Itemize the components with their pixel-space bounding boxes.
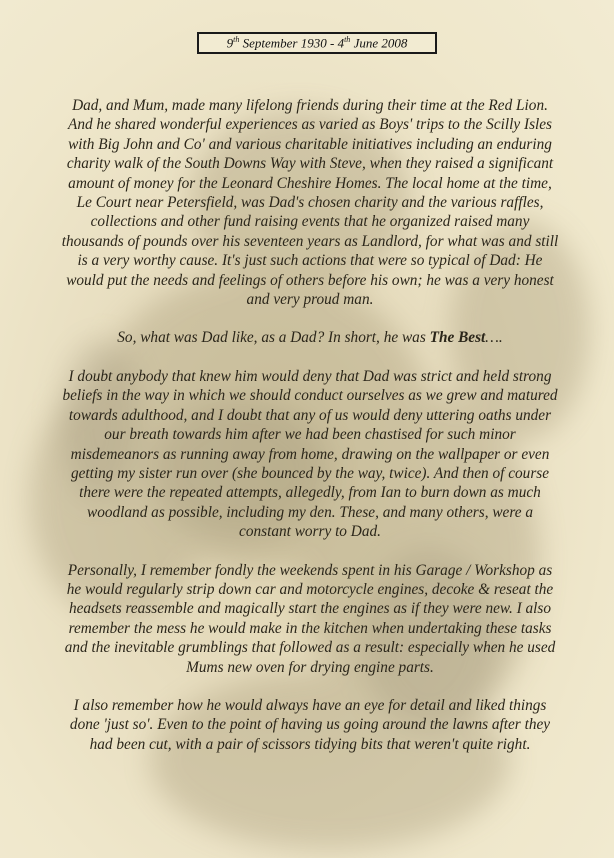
dates-text: 9th September 1930 - 4th June 2008	[226, 34, 408, 51]
the-best-emphasis: The Best	[429, 329, 486, 347]
body-text	[60, 96, 560, 773]
paragraph-detail: I also remember how he would always have an eye for detail and liked things done 'just so'. Even to the point of having us going around the lawns after they had been cut, with a pair of scissors tidying bits that weren't quite right.	[69, 696, 551, 753]
paragraph-red-lion: Dad, and Mum, made many lifelong friends during their time at the Red Lion. And he shared wonderful experiences as varied as Boys' trips to the Scilly Isles with Big John and Co' and various charitable initiatives including an enduring charity walk of the South Downs Way with Steve, when they raised a significant amount of money for the Leonard Cheshire Homes. The local home at the time, Le Court near Petersfield, was Dad's chosen charity and the various raffles, collections and other fund raising events that he organized raised many thousands of pounds over his seventeen years as Landlord, for what was and still is a very worthy cause. It's just such actions that were so typical of Dad: He would put the needs and feelings of others before his own; he was a very honest and very proud man.	[61, 97, 559, 309]
paragraph-workshop: Personally, I remember fondly the weekends spent in his Garage / Workshop as he would regularly strip down car and motorcycle engines, decoke & reseat the headsets reassemble and magically start the engines as if they were new. I also remember the mess he would make in the kitchen when undertaking these tasks and the inevitable grumblings that followed as a result: especially when he used Mums new oven for drying engine parts.	[64, 561, 556, 676]
paragraph-the-best: So, what was Dad like, as a Dad? In short, he was The Best….	[117, 329, 503, 347]
dates-header	[197, 32, 437, 54]
paragraph-strict: I doubt anybody that knew him would deny that Dad was strict and held strong beliefs in the way in which we should conduct ourselves as we grew and matured towards adulthood, and I doubt that any of us would deny uttering oaths under our breath towards him after we had been chastised for such minor misdemeanors as running away from home, drawing on the wallpaper or even getting my sister run over (she bounced by the way, twice). And then of course there were the repeated attempts, allegedly, from Ian to burn down as much woodland as possible, including my den. These, and many others, were a constant worry to Dad.	[62, 367, 558, 541]
